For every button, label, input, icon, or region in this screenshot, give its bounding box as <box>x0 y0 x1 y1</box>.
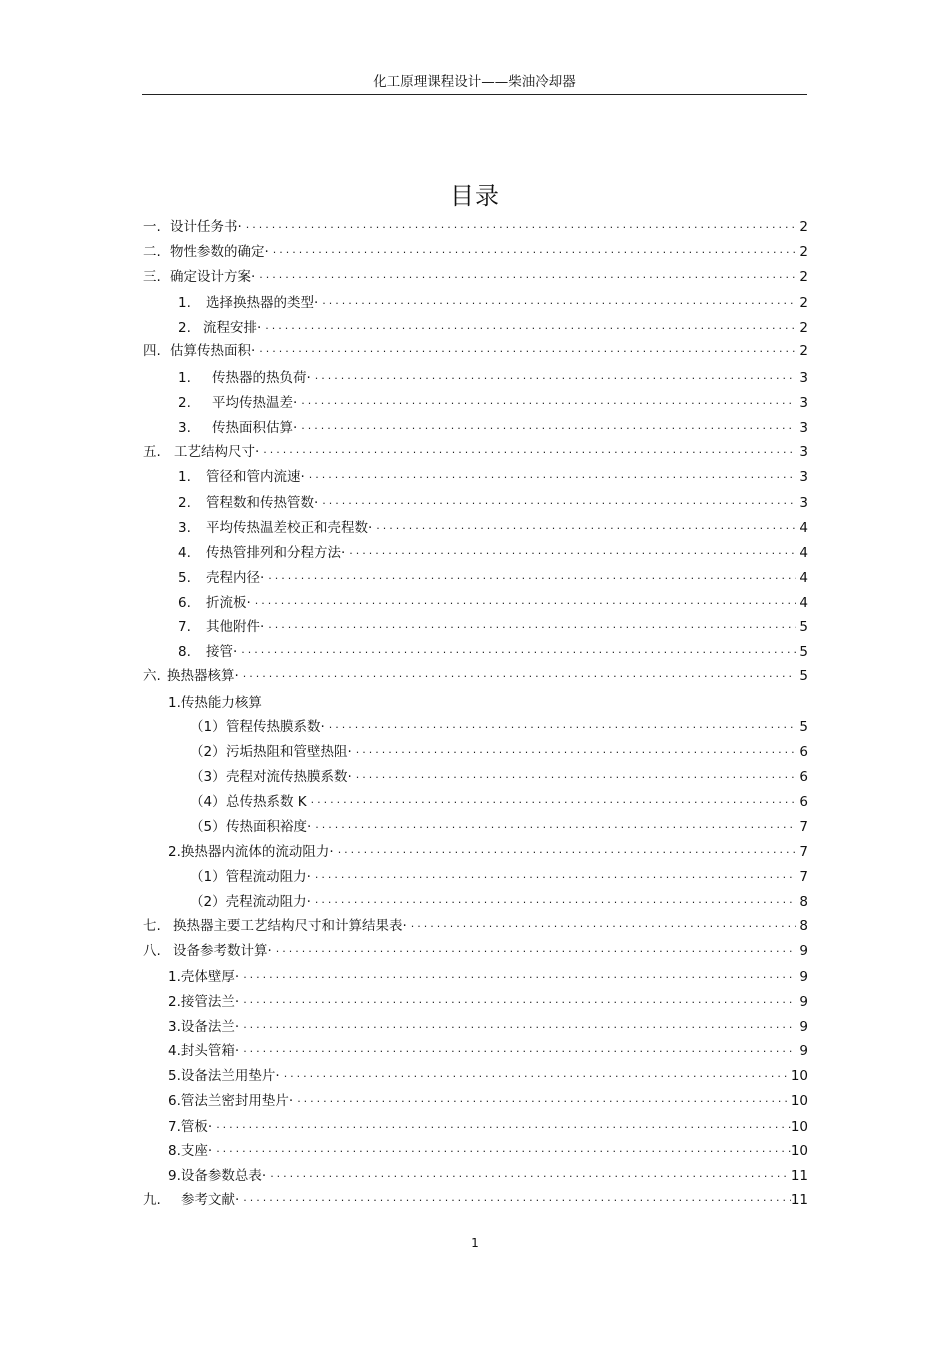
dot-leader <box>212 1142 791 1162</box>
toc-entry-label: 壳体壁厚· <box>180 969 240 985</box>
toc-entry[interactable] <box>190 892 808 912</box>
dot-leader <box>293 1092 791 1112</box>
toc-entry-number: 2. <box>178 395 191 411</box>
toc-entry[interactable] <box>143 666 808 686</box>
toc-entry[interactable] <box>190 867 808 887</box>
toc-entry-number: 三. <box>143 269 161 285</box>
dot-leader <box>325 718 796 738</box>
toc-entry-label: 壳程内径· <box>206 570 265 586</box>
dot-leader <box>212 1118 791 1138</box>
toc-entry[interactable] <box>178 418 808 438</box>
dot-leader <box>318 294 796 314</box>
toc-entry-page: 3 <box>799 370 808 386</box>
toc-entry-label: 折流板· <box>206 595 251 611</box>
toc-entry-page: 9 <box>799 994 808 1010</box>
dot-leader <box>407 917 796 937</box>
toc-entry-number: 7. <box>178 619 191 635</box>
toc-entry-label: 设备参考数计算· <box>173 943 272 959</box>
toc-entry-page: 10 <box>790 1068 808 1084</box>
toc-entry-number: 一. <box>143 219 161 235</box>
toc-entry[interactable] <box>168 1117 808 1137</box>
toc-entry-label: 其他附件· <box>206 619 265 635</box>
toc-entry-number: 七. <box>143 918 161 934</box>
toc-entry-label: 换热器主要工艺结构尺寸和计算结果表· <box>173 918 407 934</box>
toc-entry[interactable] <box>168 1166 808 1186</box>
toc-entry-page: 7 <box>799 869 808 885</box>
dot-leader <box>239 993 796 1013</box>
toc-entry[interactable] <box>168 693 808 713</box>
toc-entry-number: 1. <box>168 695 181 711</box>
toc-entry-number: （3） <box>190 769 226 785</box>
dot-leader <box>311 893 796 913</box>
toc-entry[interactable] <box>143 267 808 287</box>
dot-leader <box>297 419 796 439</box>
toc-entry-label: 设备法兰· <box>180 1019 240 1035</box>
toc-entry-label: 换热器核算· <box>167 668 239 684</box>
toc-entry-label: 接管法兰· <box>180 994 240 1010</box>
toc-entry[interactable] <box>143 941 808 961</box>
toc-entry-label: 污垢热阻和管壁热阻· <box>226 744 352 760</box>
toc-entry-page: 4 <box>799 570 808 586</box>
toc-entry-number: 2. <box>178 495 191 511</box>
dot-leader <box>242 218 796 238</box>
toc-entry[interactable] <box>178 543 808 563</box>
toc-entry-page: 9 <box>799 1043 808 1059</box>
toc-entry-number: 八. <box>143 943 161 959</box>
toc-entry-page: 4 <box>799 520 808 536</box>
toc-entry-page: 9 <box>799 943 808 959</box>
dot-leader <box>307 793 796 813</box>
page-number: 1 <box>471 1236 479 1250</box>
toc-entry[interactable] <box>168 1141 808 1161</box>
dot-leader <box>269 243 796 263</box>
toc-entry-number: 九. <box>143 1192 161 1208</box>
toc-entry-number: 5. <box>178 570 191 586</box>
dot-leader <box>266 1167 791 1187</box>
toc-entry-page: 10 <box>790 1143 808 1159</box>
toc-entry[interactable] <box>178 593 808 613</box>
toc-entry-label: 平均传热温差校正和壳程数· <box>206 520 373 536</box>
toc-entry-number: 二. <box>143 244 161 260</box>
toc-entry[interactable] <box>190 717 808 737</box>
toc-entry[interactable] <box>143 242 808 262</box>
toc-entry-page: 6 <box>799 794 808 810</box>
toc-entry-page: 2 <box>799 219 808 235</box>
toc-entry-number: （2） <box>190 894 226 910</box>
toc-entry[interactable] <box>178 368 808 388</box>
toc-entry[interactable] <box>143 1190 808 1210</box>
toc-entry-number: 6. <box>168 1093 181 1109</box>
dot-leader <box>272 942 796 962</box>
toc-entry-page: 2 <box>799 343 808 359</box>
toc-entry-label: 封头管箱· <box>180 1043 240 1059</box>
dot-leader <box>311 818 796 838</box>
toc-entry-label: 传热面积估算· <box>212 420 298 436</box>
toc-entry-number: 8. <box>178 644 191 660</box>
toc-entry-label: 选择换热器的类型· <box>206 295 319 311</box>
toc-entry-page: 5 <box>799 619 808 635</box>
toc-entry-label: 传热管排列和分程方法· <box>206 545 346 561</box>
toc-entry-page: 3 <box>799 420 808 436</box>
toc-entry-label: 壳程流动阻力· <box>225 894 311 910</box>
dot-leader <box>239 968 796 988</box>
toc-entry[interactable] <box>178 642 808 662</box>
toc-entry-page: 10 <box>790 1093 808 1109</box>
dot-leader <box>239 1042 796 1062</box>
toc-entry-number: 五. <box>143 444 161 460</box>
toc-entry-page: 9 <box>799 969 808 985</box>
toc-entry-label: 支座· <box>180 1143 213 1159</box>
toc-entry[interactable] <box>143 217 808 237</box>
toc-entry-page: 3 <box>799 469 808 485</box>
dot-leader <box>280 1067 791 1087</box>
toc-entry-label: 总传热系数 K <box>226 794 307 810</box>
toc-entry[interactable] <box>178 318 808 338</box>
toc-entry-page: 11 <box>790 1168 808 1184</box>
toc-entry-label: 壳程对流传热膜系数· <box>226 769 352 785</box>
toc-entry-number: 8. <box>168 1143 181 1159</box>
toc-entry-label: 管程流动阻力· <box>225 869 311 885</box>
toc-entry-number: 3. <box>178 420 191 436</box>
toc-entry[interactable] <box>190 742 808 762</box>
toc-entry-page: 7 <box>799 819 808 835</box>
toc-entry-label: 管法兰密封用垫片· <box>180 1093 294 1109</box>
toc-entry-page: 3 <box>799 395 808 411</box>
toc-entry[interactable] <box>168 992 808 1012</box>
toc-entry-number: 1. <box>178 370 191 386</box>
toc-entry[interactable] <box>178 617 808 637</box>
toc-entry-page: 6 <box>799 744 808 760</box>
toc-entry-number: 5. <box>168 1068 181 1084</box>
dot-leader <box>372 519 796 539</box>
toc-entry-label: 工艺结构尺寸· <box>174 444 260 460</box>
toc-entry-label: 设备法兰用垫片· <box>180 1068 280 1084</box>
dot-leader <box>352 768 796 788</box>
toc-entry-number: 9. <box>168 1168 181 1184</box>
toc-entry-number: 四. <box>143 343 161 359</box>
toc-entry-number: 1. <box>178 469 191 485</box>
toc-entry-label: 平均传热温差· <box>212 395 298 411</box>
toc-entry-page: 2 <box>799 320 808 336</box>
dot-leader <box>318 494 796 514</box>
dot-leader <box>311 369 796 389</box>
toc-entry-label: 管径和管内流速· <box>206 469 305 485</box>
toc-entry-number: 1. <box>178 295 191 311</box>
toc-entry-page: 5 <box>799 644 808 660</box>
toc-entry-number: 6. <box>178 595 191 611</box>
toc-entry[interactable] <box>178 518 808 538</box>
dot-leader <box>264 618 796 638</box>
toc-entry-number: （5） <box>190 819 226 835</box>
toc-entry-label: 管程传热膜系数· <box>226 719 325 735</box>
toc-entry-page: 9 <box>799 1019 808 1035</box>
toc-entry[interactable] <box>143 341 808 361</box>
toc-entry-number: （4） <box>190 794 226 810</box>
toc-entry[interactable] <box>143 442 808 462</box>
toc-entry-number: 2. <box>168 994 181 1010</box>
toc-entry[interactable] <box>168 967 808 987</box>
toc-entry-page: 10 <box>790 1119 808 1135</box>
toc-entry-label: 估算传热面积· <box>170 343 256 359</box>
dot-leader <box>261 319 796 339</box>
page-header: 化工原理课程设计——柴油冷却器 <box>142 72 807 95</box>
toc-entry-page: 6 <box>799 769 808 785</box>
toc-entry-label: 确定设计方案· <box>170 269 256 285</box>
dot-leader <box>334 843 796 863</box>
toc-entry[interactable] <box>168 1017 808 1037</box>
toc-entry-page: 5 <box>799 668 808 684</box>
toc-entry[interactable] <box>178 467 808 487</box>
toc-entry[interactable] <box>168 842 808 862</box>
toc-entry-number: 六. <box>143 668 161 684</box>
toc-entry-number: 2. <box>168 844 181 860</box>
dot-leader <box>255 342 796 362</box>
toc-entry-number: 4. <box>168 1043 181 1059</box>
dot-leader <box>311 868 796 888</box>
toc-entry-number: 2. <box>178 320 191 336</box>
toc-entry-number: （1） <box>190 719 226 735</box>
toc-entry[interactable] <box>168 1041 808 1061</box>
dot-leader <box>237 643 796 663</box>
toc-entry[interactable] <box>168 1091 808 1111</box>
toc-entry[interactable] <box>178 568 808 588</box>
dot-leader <box>297 394 796 414</box>
toc-entry-label: 传热能力核算 <box>180 695 262 711</box>
toc-entry-number: 4. <box>178 545 191 561</box>
toc-entry-label: 换热器内流体的流动阻力· <box>180 844 334 860</box>
toc-entry[interactable] <box>190 767 808 787</box>
toc-entry[interactable] <box>178 393 808 413</box>
toc-entry-page: 5 <box>799 719 808 735</box>
dot-leader <box>305 468 796 488</box>
dot-leader <box>251 594 796 614</box>
toc-entry-number: 7. <box>168 1119 181 1135</box>
dot-leader <box>259 443 796 463</box>
toc-entry-label: 设计任务书· <box>170 219 242 235</box>
toc-entry-label: 管板· <box>180 1119 213 1135</box>
toc-entry[interactable] <box>168 1066 808 1086</box>
toc-entry-label: 接管· <box>206 644 238 660</box>
toc-entry[interactable] <box>143 916 808 936</box>
toc-entry[interactable] <box>190 792 808 812</box>
toc-entry-page: 11 <box>790 1192 808 1208</box>
toc-entry-number: （1） <box>190 869 226 885</box>
toc-entry-page: 2 <box>799 295 808 311</box>
toc-entry-page: 3 <box>799 495 808 511</box>
dot-leader <box>239 1191 791 1211</box>
toc-entry-number: 3. <box>168 1019 181 1035</box>
dot-leader <box>345 544 796 564</box>
toc-entry[interactable] <box>178 493 808 513</box>
dot-leader <box>264 569 796 589</box>
toc-entry-label: 设备参数总表· <box>180 1168 267 1184</box>
toc-title: 目录 <box>450 182 500 210</box>
toc-entry-label: 参考文献· <box>181 1192 240 1208</box>
toc-entry-label: 流程安排· <box>203 320 262 336</box>
toc-entry-page: 4 <box>799 545 808 561</box>
toc-entry-page: 2 <box>799 244 808 260</box>
toc-entry-page: 8 <box>799 918 808 934</box>
dot-leader <box>255 268 796 288</box>
toc-entry-number: （2） <box>190 744 226 760</box>
toc-entry-page: 8 <box>799 894 808 910</box>
toc-entry-label: 物性参数的确定· <box>170 244 269 260</box>
toc-entry-number: 3. <box>178 520 191 536</box>
dot-leader <box>239 667 796 687</box>
toc-entry[interactable] <box>190 817 808 837</box>
toc-entry-page: 7 <box>799 844 808 860</box>
toc-entry-number: 1. <box>168 969 181 985</box>
toc-entry-label: 管程数和传热管数· <box>206 495 319 511</box>
toc-entry-label: 传热器的热负荷· <box>212 370 311 386</box>
toc-entry-page: 4 <box>799 595 808 611</box>
toc-entry[interactable] <box>178 293 808 313</box>
toc-entry-page: 3 <box>799 444 808 460</box>
dot-leader <box>352 743 796 763</box>
toc-entry-label: 传热面积裕度· <box>226 819 312 835</box>
dot-leader <box>239 1018 796 1038</box>
toc-entry-page: 2 <box>799 269 808 285</box>
